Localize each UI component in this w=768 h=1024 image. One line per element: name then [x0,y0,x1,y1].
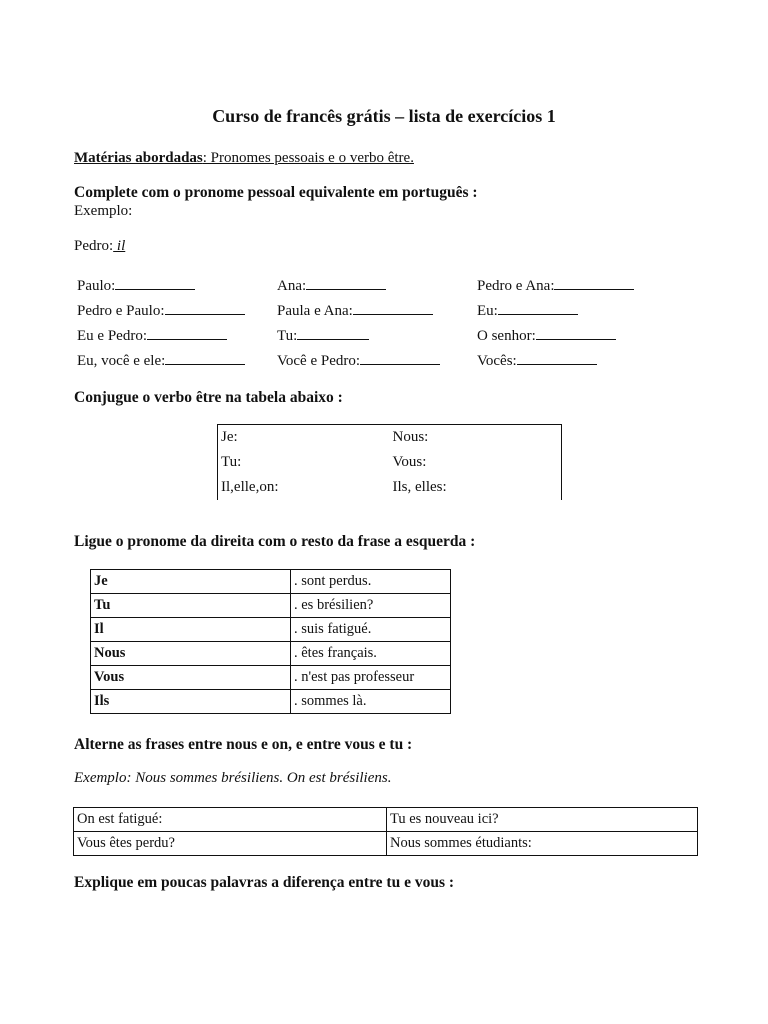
fill-item [277,276,477,301]
table-row [91,642,451,666]
table-row [91,666,451,690]
alternation-cell[interactable]: Vous êtes perdu? [74,832,387,856]
fill-item [277,351,477,376]
conjugation-row [218,475,561,500]
subject-line [74,150,414,167]
fill-item [277,326,477,351]
answer-blank[interactable] [147,326,227,340]
example-line [74,238,125,255]
fill-item [77,276,277,301]
answer-blank[interactable] [297,326,369,340]
sentence-cell: . n'est pas professeur [291,666,451,690]
fill-item-label: Ana: [277,278,307,294]
matching-table [90,569,451,714]
fill-item [77,351,277,376]
conjugation-cell[interactable]: Ils, elles: [392,479,447,495]
fill-item-label: O senhor: [477,328,536,344]
answer-blank[interactable] [306,276,386,290]
fill-item-label: Tu: [277,328,298,344]
conjugation-row [218,450,561,475]
pronoun-cell: Vous [91,666,291,690]
answer-blank[interactable] [115,276,195,290]
section5-heading: Explique em poucas palavras a diferença entre tu e vous : [74,874,455,891]
page-title: Curso de francês grátis – lista de exercícios 1 [212,106,556,126]
fill-row [77,326,677,351]
fill-row [77,301,677,326]
section2-heading: Conjugue o verbo être na tabela abaixo : [74,389,343,406]
section4-example: Exemplo: Nous sommes brésiliens. On est brésiliens. [74,770,392,786]
answer-blank[interactable] [517,351,597,365]
section4-heading: Alterne as frases entre nous e on, e entre vous e tu : [74,736,413,753]
table-row [74,832,698,856]
conjugation-cell[interactable]: Je: [221,429,238,445]
fill-item [477,326,677,351]
fill-item-label: Vocês: [477,353,517,369]
table-row [91,594,451,618]
example-answer: il [113,238,126,254]
alternation-cell[interactable]: Tu es nouveau ici? [387,808,698,832]
fill-item [77,326,277,351]
alternation-cell[interactable]: Nous sommes étudiants: [387,832,698,856]
sentence-cell: . sommes là. [291,690,451,714]
conjugation-row [218,425,561,450]
pronoun-cell: Ils [91,690,291,714]
fill-item-label: Pedro e Paulo: [77,303,165,319]
fill-item-label: Paula e Ana: [277,303,353,319]
conjugation-cell[interactable]: Tu: [221,454,242,470]
fill-item-label: Eu: [477,303,498,319]
answer-blank[interactable] [554,276,634,290]
section1-heading: Complete com o pronome pessoal equivalente em português : [74,184,478,201]
fill-row [77,351,677,376]
answer-blank[interactable] [165,301,245,315]
section3-heading: Ligue o pronome da direita com o resto da frase a esquerda : [74,533,476,550]
pronoun-cell: Nous [91,642,291,666]
answer-blank[interactable] [165,351,245,365]
table-row [91,618,451,642]
fill-item-label: Pedro e Ana: [477,278,555,294]
example-label: Exemplo: [74,203,133,219]
fill-item-label: Você e Pedro: [277,353,361,369]
pronoun-fill-grid [77,276,677,376]
sentence-cell: . êtes français. [291,642,451,666]
sentence-cell: . sont perdus. [291,570,451,594]
fill-row [77,276,677,301]
alternation-cell[interactable]: On est fatigué: [74,808,387,832]
table-row [91,570,451,594]
fill-item [277,301,477,326]
example-subject: Pedro: [74,238,114,254]
answer-blank[interactable] [536,326,616,340]
fill-item [477,301,677,326]
pronoun-cell: Il [91,618,291,642]
pronoun-cell: Je [91,570,291,594]
answer-blank[interactable] [360,351,440,365]
fill-item-label: Eu, você e ele: [77,353,166,369]
conjugation-cell[interactable]: Vous: [392,454,427,470]
table-row [91,690,451,714]
fill-item-label: Paulo: [77,278,116,294]
sentence-cell: . es brésilien? [291,594,451,618]
fill-item [77,301,277,326]
subject-value: : Pronomes pessoais e o verbo être. [202,150,414,166]
pronoun-cell: Tu [91,594,291,618]
conjugation-cell[interactable]: Il,elle,on: [221,479,279,495]
answer-blank[interactable] [353,301,433,315]
fill-item-label: Eu e Pedro: [77,328,147,344]
alternation-table [73,807,698,856]
fill-item [477,351,677,376]
conjugation-cell[interactable]: Nous: [392,429,429,445]
fill-item [477,276,677,301]
answer-blank[interactable] [498,301,578,315]
conjugation-table [217,424,562,500]
subject-label: Matérias abordadas [74,150,203,166]
table-row [74,808,698,832]
sentence-cell: . suis fatigué. [291,618,451,642]
